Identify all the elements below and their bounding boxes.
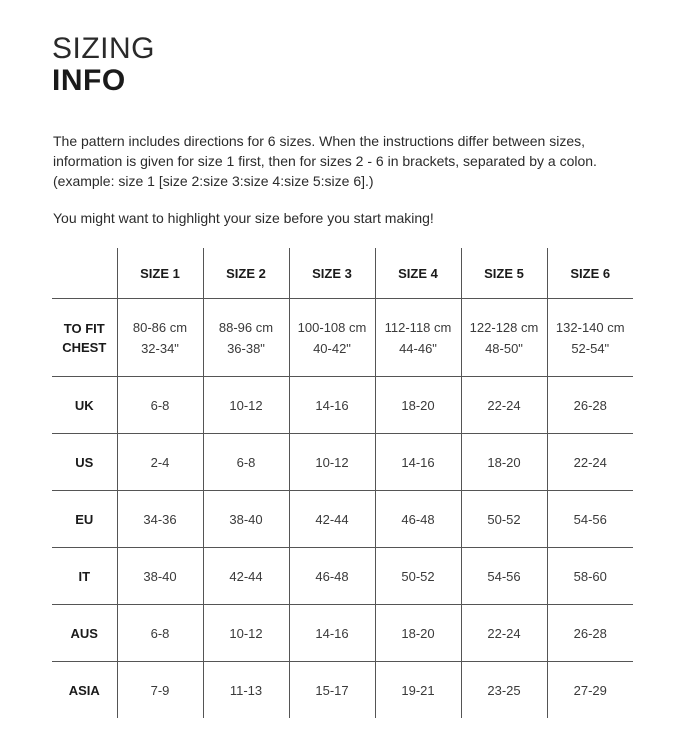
table-cell: 10-12 bbox=[203, 377, 289, 434]
table-cell: 23-25 bbox=[461, 662, 547, 719]
chest-cm: 122-128 cm bbox=[469, 319, 539, 335]
table-cell: 58-60 bbox=[547, 548, 633, 605]
table-cell: 26-28 bbox=[547, 605, 633, 662]
row-label-chest bbox=[52, 299, 117, 377]
row-label-aus: AUS bbox=[52, 605, 117, 662]
chest-cm: 80-86 cm bbox=[132, 319, 188, 335]
table-cell: 14-16 bbox=[289, 605, 375, 662]
row-label-us: US bbox=[52, 434, 117, 491]
chest-inches: 44-46" bbox=[399, 340, 437, 356]
chest-cm: 132-140 cm bbox=[555, 319, 625, 335]
table-row-chest bbox=[52, 299, 633, 377]
table-cell: 54-56 bbox=[547, 491, 633, 548]
chest-inches: 48-50" bbox=[485, 340, 523, 356]
table-cell bbox=[289, 299, 375, 377]
table-cell: 50-52 bbox=[461, 491, 547, 548]
table-row-us bbox=[52, 434, 633, 491]
table-cell: 11-13 bbox=[203, 662, 289, 719]
table-cell: 42-44 bbox=[289, 491, 375, 548]
intro-line-3: (example: size 1 [size 2:size 3:size 4:size 5:size 6].) bbox=[53, 173, 374, 189]
intro-line-1: The pattern includes directions for 6 sizes. When the instructions differ between sizes, bbox=[53, 133, 586, 149]
table-cell: 54-56 bbox=[461, 548, 547, 605]
table-cell: 18-20 bbox=[461, 434, 547, 491]
table-cell: 19-21 bbox=[375, 662, 461, 719]
row-label-uk: UK bbox=[52, 377, 117, 434]
chest-inches: 40-42" bbox=[313, 340, 351, 356]
size-table-header bbox=[52, 248, 633, 299]
column-header-size-5: SIZE 5 bbox=[461, 248, 547, 299]
table-cell: 6-8 bbox=[117, 377, 203, 434]
table-cell: 6-8 bbox=[203, 434, 289, 491]
row-label-eu: EU bbox=[52, 491, 117, 548]
column-header-size-1: SIZE 1 bbox=[117, 248, 203, 299]
table-cell: 26-28 bbox=[547, 377, 633, 434]
chest-cm: 88-96 cm bbox=[218, 319, 274, 335]
table-cell bbox=[117, 299, 203, 377]
table-cell: 46-48 bbox=[375, 491, 461, 548]
table-cell: 22-24 bbox=[461, 377, 547, 434]
table-cell: 22-24 bbox=[461, 605, 547, 662]
table-row-it bbox=[52, 548, 633, 605]
header-corner-cell bbox=[52, 248, 117, 299]
column-header-size-4: SIZE 4 bbox=[375, 248, 461, 299]
table-cell: 18-20 bbox=[375, 605, 461, 662]
chest-inches: 52-54" bbox=[571, 340, 610, 356]
table-cell: 38-40 bbox=[203, 491, 289, 548]
table-cell: 14-16 bbox=[289, 377, 375, 434]
table-cell bbox=[375, 299, 461, 377]
table-cell: 10-12 bbox=[203, 605, 289, 662]
row-label-chest-line2: CHEST bbox=[62, 339, 107, 355]
page-title-line1: SIZING bbox=[52, 32, 156, 65]
column-header-size-2: SIZE 2 bbox=[203, 248, 289, 299]
row-label-chest-line1: TO FIT bbox=[63, 320, 105, 336]
chest-inches: 36-38" bbox=[227, 340, 265, 356]
chest-inches: 32-34" bbox=[141, 340, 179, 356]
row-label-it: IT bbox=[52, 548, 117, 605]
table-cell: 50-52 bbox=[375, 548, 461, 605]
table-cell: 15-17 bbox=[289, 662, 375, 719]
table-cell: 2-4 bbox=[117, 434, 203, 491]
highlight-note: You might want to highlight your size before you start making! bbox=[53, 210, 434, 226]
table-cell: 34-36 bbox=[117, 491, 203, 548]
size-table bbox=[52, 248, 633, 718]
table-row-uk bbox=[52, 377, 633, 434]
table-cell: 38-40 bbox=[117, 548, 203, 605]
table-cell: 6-8 bbox=[117, 605, 203, 662]
column-header-size-3: SIZE 3 bbox=[289, 248, 375, 299]
intro-line-2: information is given for size 1 first, then for sizes 2 - 6 in brackets, separated by a colon. bbox=[53, 153, 597, 169]
intro-paragraph bbox=[53, 131, 653, 191]
table-cell: 42-44 bbox=[203, 548, 289, 605]
table-cell bbox=[461, 299, 547, 377]
table-cell: 10-12 bbox=[289, 434, 375, 491]
table-row-aus bbox=[52, 605, 633, 662]
table-cell: 18-20 bbox=[375, 377, 461, 434]
chest-cm: 112-118 cm bbox=[384, 319, 452, 335]
table-cell bbox=[203, 299, 289, 377]
chest-cm: 100-108 cm bbox=[297, 319, 367, 335]
table-row-asia bbox=[52, 662, 633, 719]
row-label-asia: ASIA bbox=[68, 682, 100, 698]
size-table-body bbox=[52, 299, 633, 719]
table-cell: 27-29 bbox=[547, 662, 633, 719]
table-cell: 22-24 bbox=[547, 434, 633, 491]
table-cell bbox=[547, 299, 633, 377]
table-cell: 46-48 bbox=[289, 548, 375, 605]
table-row-eu bbox=[52, 491, 633, 548]
page-title-line2: INFO bbox=[52, 64, 126, 97]
table-cell: 14-16 bbox=[375, 434, 461, 491]
table-cell: 7-9 bbox=[117, 662, 203, 719]
column-header-size-6: SIZE 6 bbox=[547, 248, 633, 299]
header-row bbox=[52, 248, 633, 299]
